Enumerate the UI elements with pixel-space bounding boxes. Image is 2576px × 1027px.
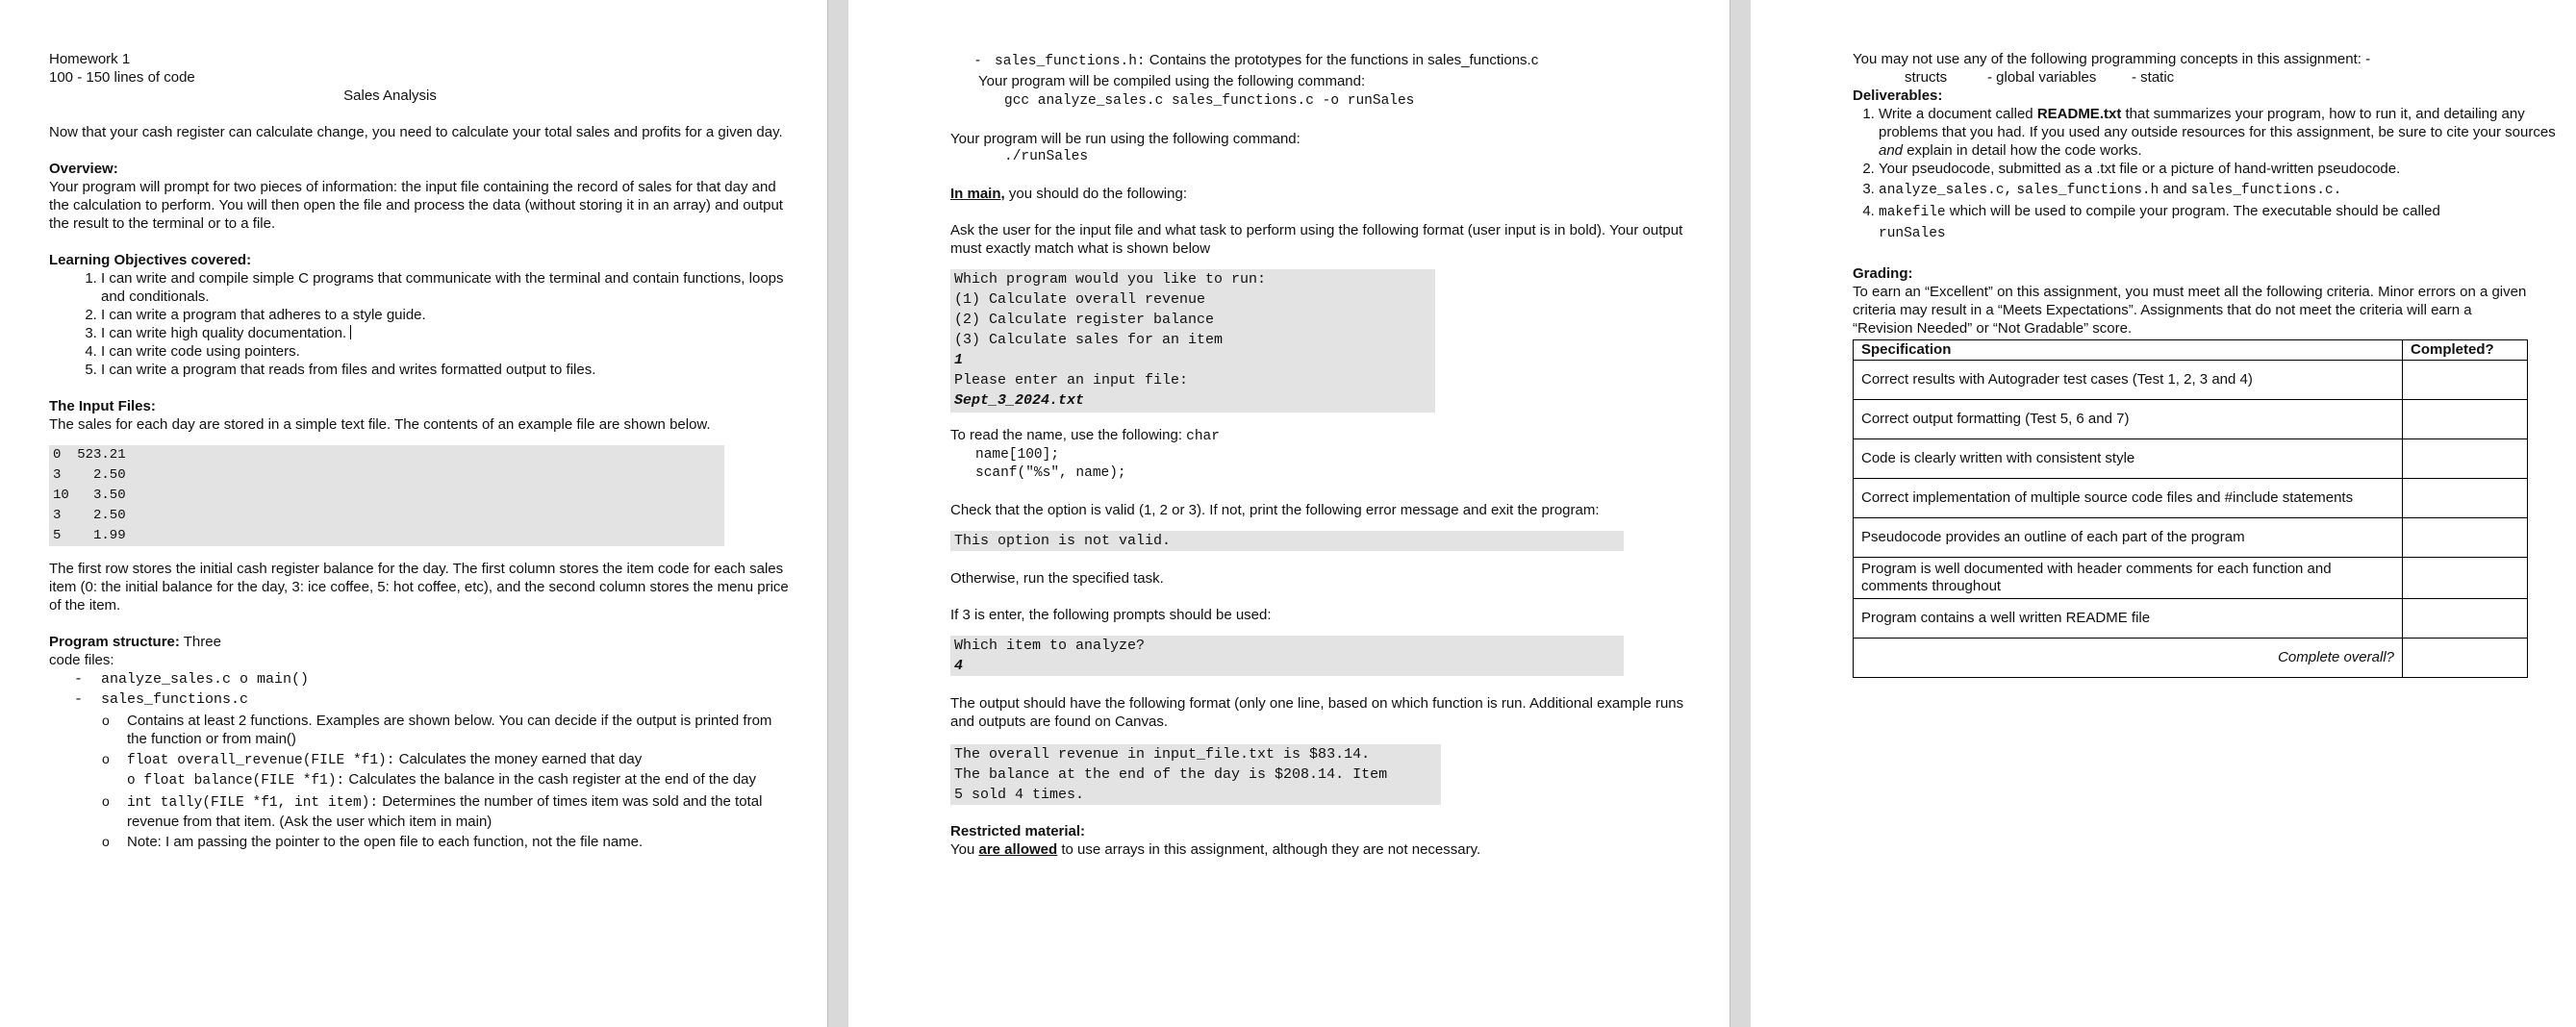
table-row: Pseudocode provides an outline of each part of the program bbox=[1854, 518, 2528, 558]
deliverable-item: 3. analyze_sales.c, sales_functions.h and sales_functions.c. bbox=[1879, 178, 2557, 202]
completed-cell[interactable] bbox=[2403, 479, 2528, 518]
deliverable-item: 1. Write a document called README.txt that summarizes your program, how to run it, and detailing any problems that you had. If you used any outside resources for this assignment, be sure to cite your sources and explain in detail how the code works. bbox=[1879, 105, 2557, 160]
objective-item: 2. I can write a program that adheres to a style guide. bbox=[101, 306, 789, 324]
sub-item-note: o Note: I am passing the pointer to the open file to each function, not the file name. bbox=[49, 833, 789, 851]
col-completed: Completed? bbox=[2403, 340, 2528, 361]
grading-table bbox=[1853, 339, 2528, 678]
overview-paragraph: Your program will prompt for two pieces of information: the input file containing the record of sales for that day and the calculation to perform. You will then open the file and process the data (without storing it in an array) and output the result to the terminal or to a file. bbox=[49, 179, 783, 232]
item-prompt-block: Which item to analyze? 4 bbox=[950, 636, 1624, 676]
deliverables-list bbox=[1853, 105, 2557, 245]
run-command: ./runSales bbox=[1004, 149, 1089, 164]
objective-item: 4. I can write code using pointers. bbox=[101, 342, 789, 361]
page-divider bbox=[827, 0, 828, 1027]
objective-item: 1. I can write and compile simple C programs that communicate with the terminal and contain functions, loops and conditionals. bbox=[101, 269, 789, 306]
check-paragraph: Check that the option is valid (1, 2 or 3). If not, print the following error message and exit the program: bbox=[950, 502, 1600, 518]
compile-lead: Your program will be compiled using the following command: bbox=[978, 73, 1366, 89]
col-specification: Specification bbox=[1854, 340, 2403, 361]
text-cursor bbox=[350, 325, 351, 339]
run-lead: Your program will be run using the following command: bbox=[950, 131, 1301, 147]
input-explain-paragraph: The first row stores the initial cash register balance for the day. The first column stores the item code for each sales item (0: the initial balance for the day, 3: ice coffee, 5: hot coffee, etc), and the second column stores the menu price of the item. bbox=[49, 561, 789, 614]
main-heading-line: In main, you should do the following: bbox=[950, 186, 1187, 202]
homework-title: Homework 1 bbox=[49, 51, 131, 67]
prompt-block: Which program would you like to run: (1) Calculate overall revenue (2) Calculate register balance (3) Calculate sales for an item 1 Please enter an input file: Sept_3_2024.txt bbox=[950, 269, 1435, 413]
objective-item: 3. I can write high quality documentation. bbox=[101, 324, 789, 342]
intro-paragraph: Now that your cash register can calculate change, you need to calculate your total sales and profits for a given day. bbox=[49, 124, 783, 140]
table-row: Complete overall? bbox=[1854, 639, 2528, 678]
objectives-list bbox=[49, 269, 789, 379]
compile-command: gcc analyze_sales.c sales_functions.c -o runSales bbox=[1004, 93, 1415, 109]
table-row: Correct implementation of multiple source code files and #include statements bbox=[1854, 479, 2528, 518]
document-title: Sales Analysis bbox=[343, 88, 437, 104]
not-allowed-line: You may not use any of the following programming concepts in this assignment: - bbox=[1853, 51, 2371, 67]
deliverable-item: 2. Your pseudocode, submitted as a .txt file or a picture of hand-written pseudocode. bbox=[1879, 160, 2557, 178]
output-sample-block: The overall revenue in input_file.txt is $83.14. The balance at the end of the day is $208.14. Item 5 sold 4 times. bbox=[950, 744, 1441, 805]
deliverable-item: 4. makefile which will be used to compile your program. The executable should be called runSales bbox=[1879, 202, 2557, 245]
lines-of-code: 100 - 150 lines of code bbox=[49, 69, 195, 86]
document-page-2 bbox=[848, 0, 1730, 1027]
sub-item-revenue: o float overall_revenue(FILE *f1): Calculates the money earned that day o float balance(FILE *f1): Calculates the balance in the cash register at the end of the day bbox=[49, 750, 789, 790]
objectives-heading: Learning Objectives covered: bbox=[49, 252, 252, 268]
table-row: Correct results with Autograder test cases (Test 1, 2, 3 and 4) bbox=[1854, 361, 2528, 400]
read-code-line: scanf("%s", name); bbox=[975, 465, 1126, 481]
table-row: Program is well documented with header comments for each function and comments throughout bbox=[1854, 558, 2528, 599]
objective-item: 5. I can write a program that reads from files and writes formatted output to files. bbox=[101, 361, 789, 379]
document-page-3 bbox=[1751, 0, 2576, 1027]
input-sample-block: 0 523.21 3 2.50 10 3.50 3 2.50 5 1.99 bbox=[49, 445, 724, 546]
file-item-functions: - sales_functions.c bbox=[49, 689, 789, 710]
file-item-analyze: - analyze_sales.c o main() bbox=[49, 669, 789, 689]
table-row: Program contains a well written README file bbox=[1854, 599, 2528, 639]
grading-table-header bbox=[1854, 340, 2528, 361]
otherwise-line: Otherwise, run the specified task. bbox=[950, 570, 1164, 587]
error-message-block: This option is not valid. bbox=[950, 531, 1624, 551]
table-row: Correct output formatting (Test 5, 6 and 7) bbox=[1854, 400, 2528, 439]
read-code-line: name[100]; bbox=[975, 447, 1060, 463]
completed-cell[interactable] bbox=[2403, 599, 2528, 639]
completed-cell[interactable] bbox=[2403, 400, 2528, 439]
completed-cell[interactable] bbox=[2403, 639, 2528, 678]
document-page-1 bbox=[0, 0, 827, 1027]
output-format-paragraph: The output should have the following format (only one line, based on which function is run. Additional example runs and outputs are found on Canvas. bbox=[950, 695, 1684, 730]
completed-cell[interactable] bbox=[2403, 558, 2528, 599]
input-files-heading: The Input Files: bbox=[49, 398, 156, 414]
sub-item-tally: o int tally(FILE *f1, int item): Determines the number of times item was sold and the total revenue from that item. (Ask the user which item in main) bbox=[49, 792, 789, 831]
read-instruction: To read the name, use the following: char bbox=[950, 427, 1220, 444]
deliverables-heading: Deliverables: bbox=[1853, 88, 1943, 104]
completed-cell[interactable] bbox=[2403, 439, 2528, 479]
grading-paragraph: To earn an “Excellent” on this assignment, you must meet all the following criteria. Minor errors on a given criteria may result in a “Meets Expectations”. Assignments that do not meet the criteria will earn a “Revision Needed” or “Not Gradable” score. bbox=[1853, 284, 2527, 337]
header-file-item: - sales_functions.h: Contains the prototypes for the functions in sales_functions.c bbox=[950, 50, 1691, 72]
completed-cell[interactable] bbox=[2403, 518, 2528, 558]
structure-heading-line: Program structure: Three bbox=[49, 634, 221, 650]
table-row: Code is clearly written with consistent style bbox=[1854, 439, 2528, 479]
overview-heading: Overview: bbox=[49, 161, 118, 177]
structure-lead: code files: bbox=[49, 652, 114, 668]
option3-line: If 3 is enter, the following prompts should be used: bbox=[950, 607, 1272, 623]
restricted-heading: Restricted material: bbox=[950, 823, 1086, 839]
restricted-paragraph: You are allowed to use arrays in this assignment, although they are not necessary. bbox=[950, 841, 1481, 858]
input-files-paragraph: The sales for each day are stored in a simple text file. The contents of an example file are shown below. bbox=[49, 416, 711, 433]
sub-item-functions: o Contains at least 2 functions. Examples are shown below. You can decide if the output is printed from the function or from main() bbox=[49, 712, 789, 748]
grading-heading: Grading: bbox=[1853, 265, 1913, 282]
ask-paragraph: Ask the user for the input file and what task to perform using the following format (user input is in bold). Your output must exactly match what is shown below bbox=[950, 222, 1683, 257]
not-allowed-items: structs - global variables - static bbox=[1905, 69, 2175, 86]
completed-cell[interactable] bbox=[2403, 361, 2528, 400]
